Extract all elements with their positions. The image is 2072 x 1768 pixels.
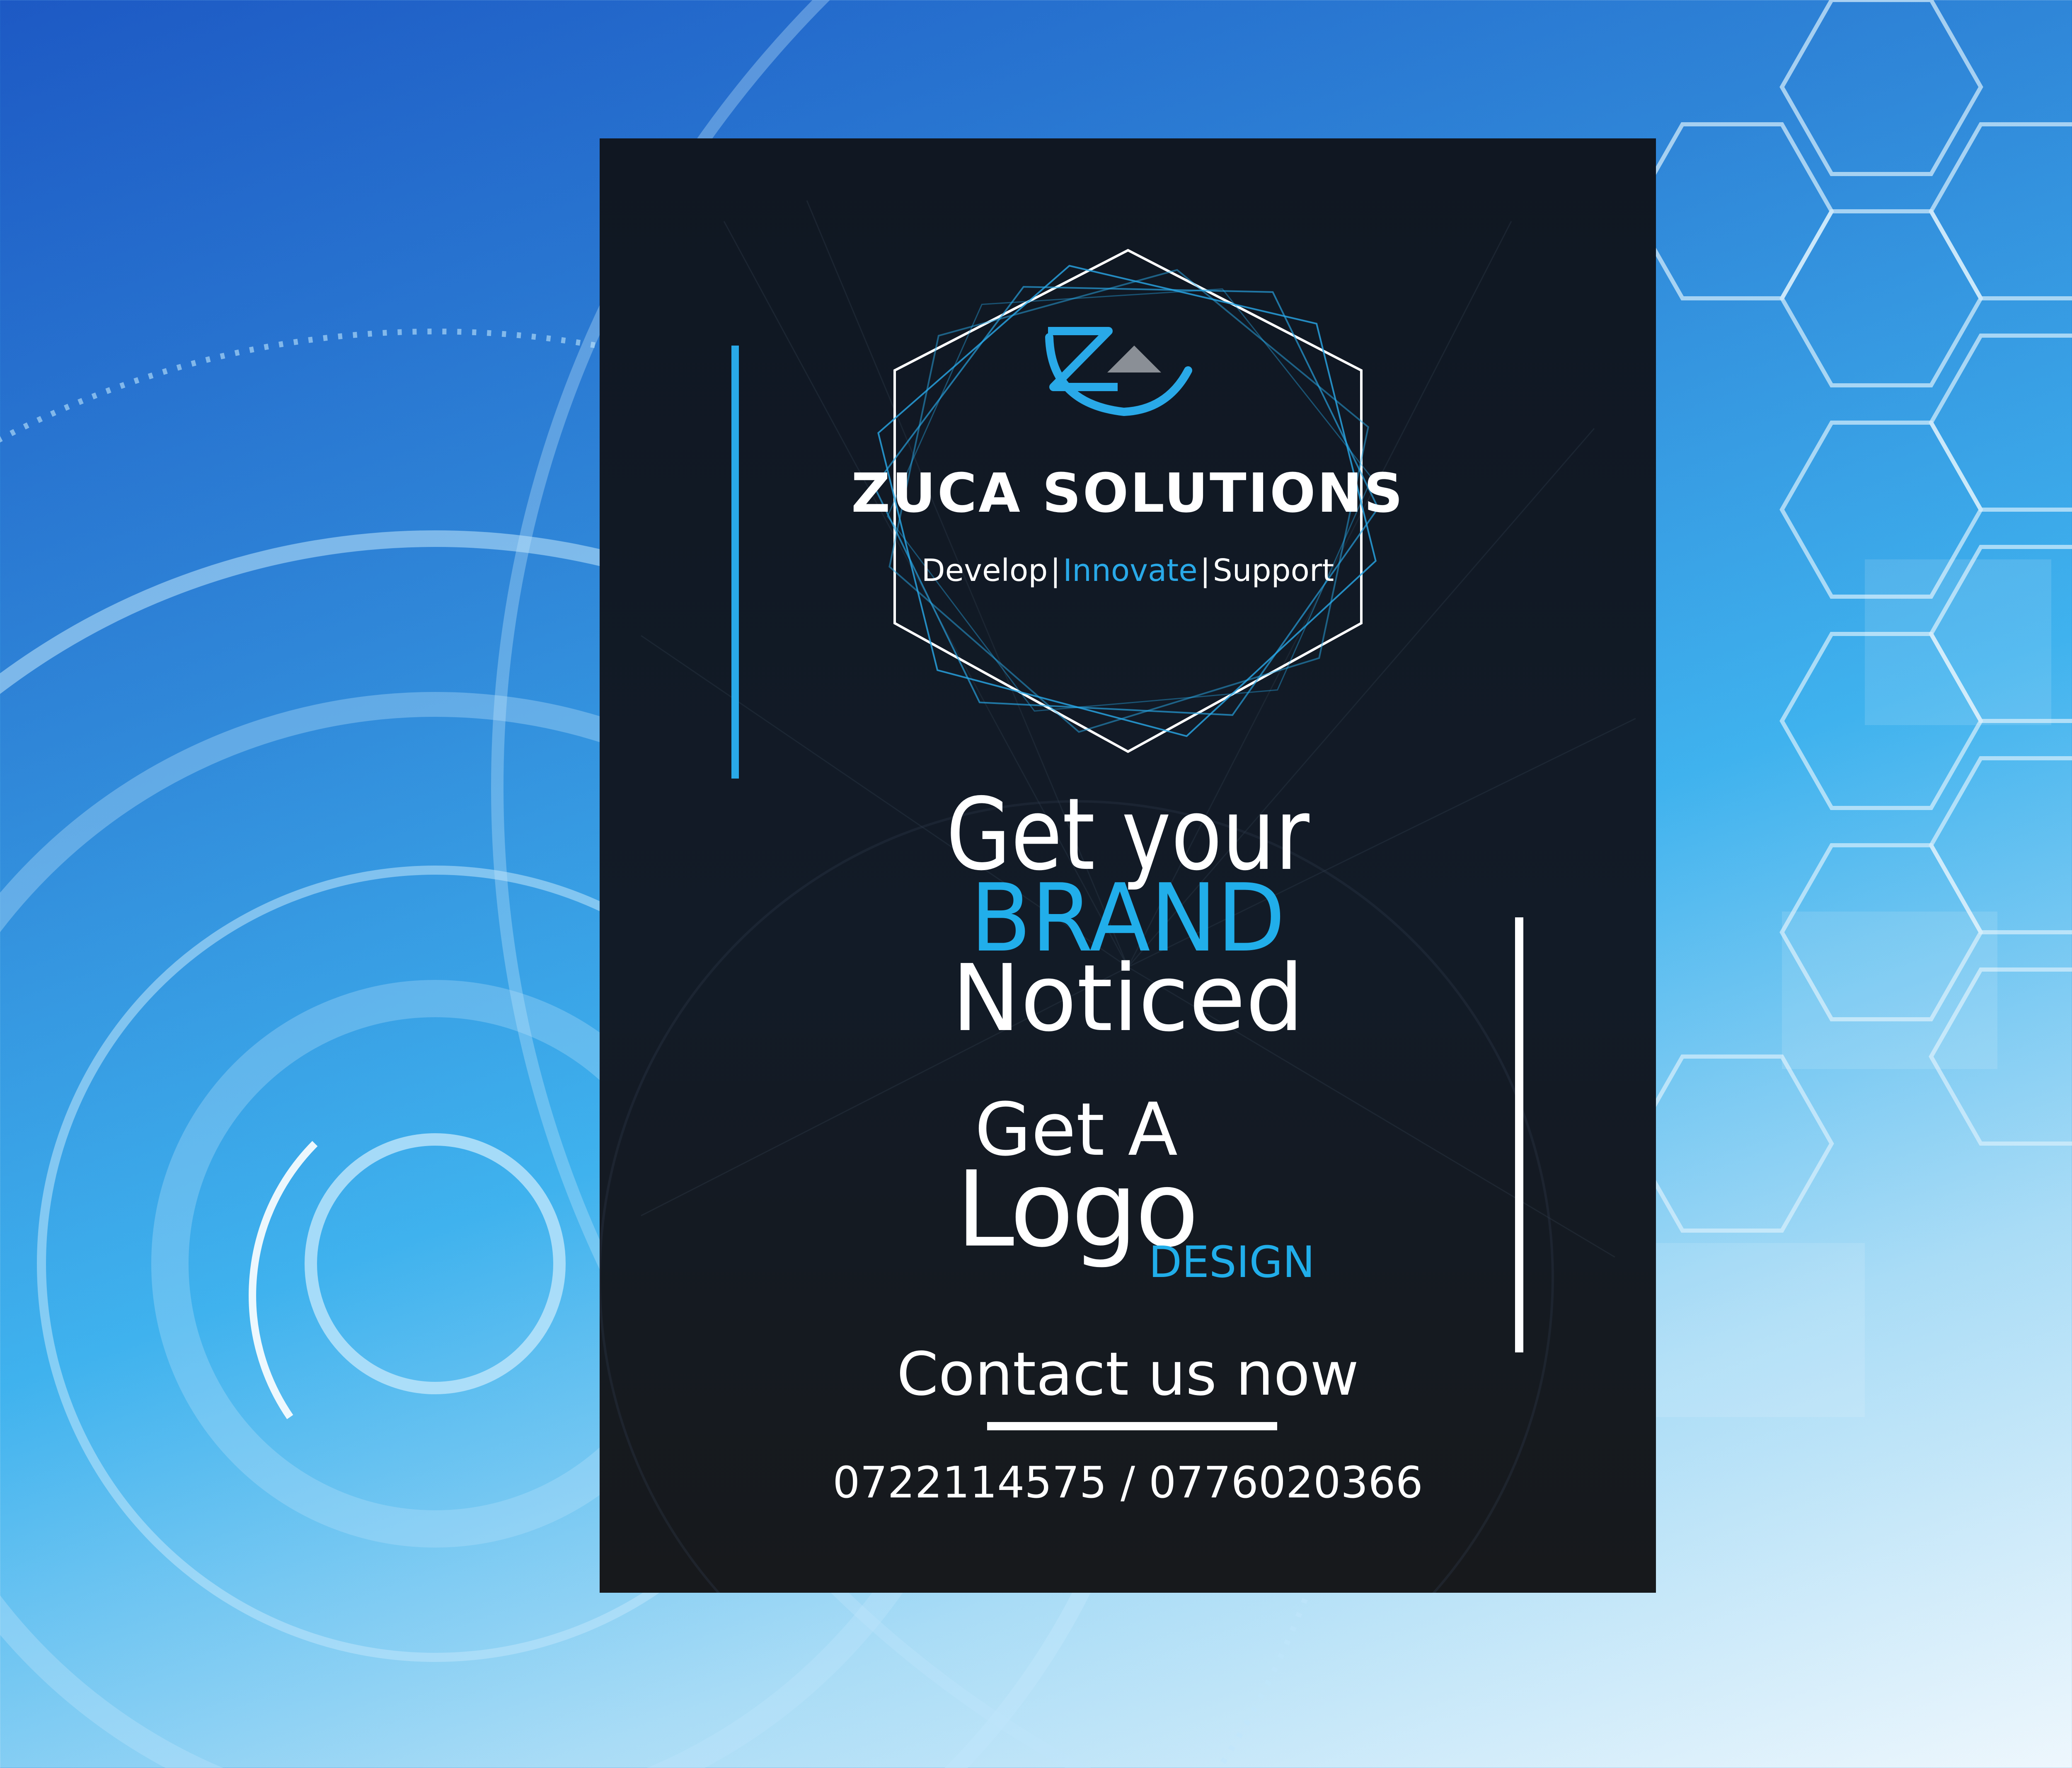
company-tagline xyxy=(600,553,1656,588)
tagline-innovate: Innovate xyxy=(1063,553,1198,588)
headline-brand: BRAND xyxy=(970,864,1285,973)
tagline-develop: Develop xyxy=(921,553,1048,588)
tagline-separator: | xyxy=(1050,553,1061,588)
offer-design: DESIGN xyxy=(1149,1237,1315,1287)
contact-label: Contact us now xyxy=(896,1339,1359,1409)
contact-phones: 0722114575 / 0776020366 xyxy=(833,1457,1423,1508)
tagline-separator: | xyxy=(1200,553,1210,588)
company-name: ZUCA SOLUTIONS xyxy=(851,462,1404,525)
offer-logo: Logo xyxy=(956,1149,1197,1270)
contact-underline xyxy=(987,1422,1277,1430)
zuca-z-logo-icon xyxy=(1048,331,1188,412)
offer-get-a: Get A xyxy=(975,1087,1178,1172)
promo-poster xyxy=(600,138,1656,1593)
headline-line-1: Get your xyxy=(946,776,1310,892)
headline-noticed: Noticed xyxy=(951,945,1304,1052)
tagline-support: Support xyxy=(1213,553,1334,588)
